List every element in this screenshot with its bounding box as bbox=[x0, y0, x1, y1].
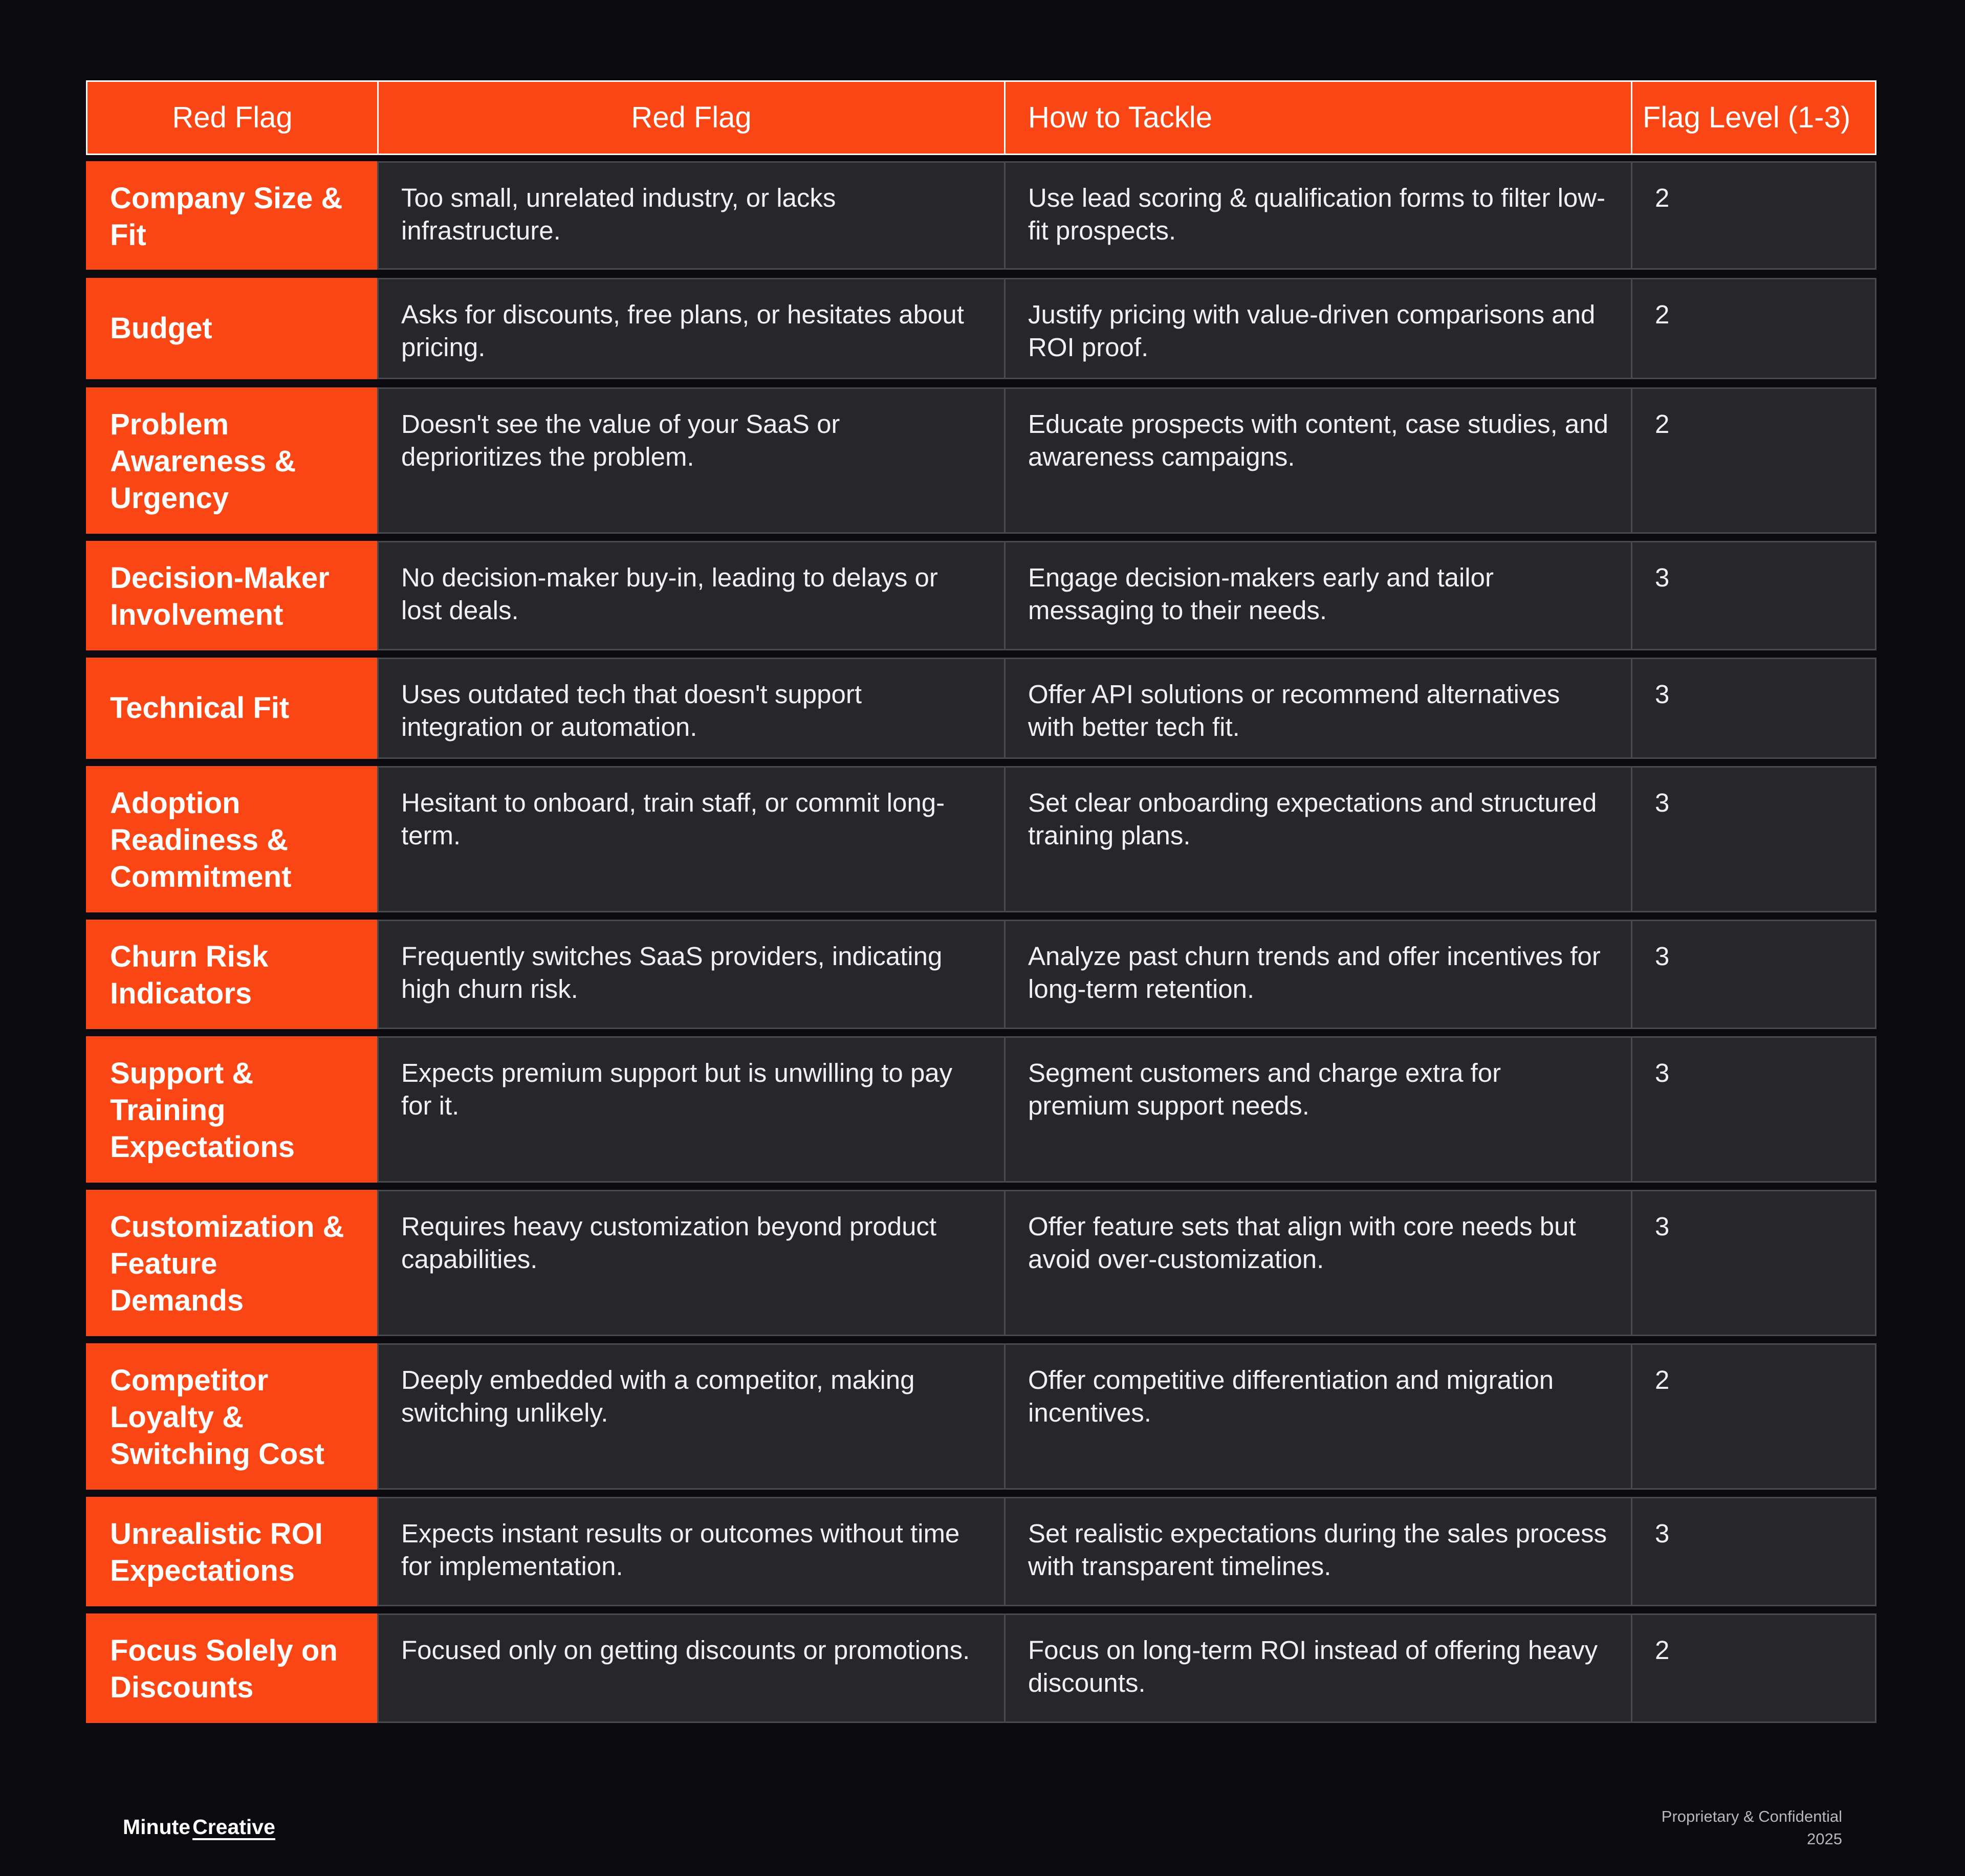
flag-name: Churn Risk Indicators bbox=[86, 920, 379, 1029]
table-row bbox=[86, 387, 1878, 534]
flag-description: Hesitant to onboard, train staff, or commit long-term. bbox=[377, 766, 1006, 912]
flag-name: Decision-Maker Involvement bbox=[86, 541, 379, 650]
flag-tackle: Set realistic expectations during the sales process with transparent timelines. bbox=[1004, 1497, 1632, 1606]
header-flag-level: Flag Level (1-3) bbox=[1631, 80, 1876, 155]
flag-level: 3 bbox=[1631, 920, 1876, 1029]
flag-level: 3 bbox=[1631, 766, 1876, 912]
flag-level: 3 bbox=[1631, 658, 1876, 759]
copyright-year: 2025 bbox=[1807, 1830, 1842, 1848]
confidentiality-note bbox=[1662, 1805, 1842, 1850]
header-how-to-tackle: How to Tackle bbox=[1004, 80, 1632, 155]
flag-description: Requires heavy customization beyond product capabilities. bbox=[377, 1190, 1006, 1336]
flag-level: 3 bbox=[1631, 541, 1876, 650]
table-row bbox=[86, 278, 1878, 379]
table-row bbox=[86, 920, 1878, 1029]
table-row bbox=[86, 1497, 1878, 1606]
flag-name: Support & Training Expectations bbox=[86, 1036, 379, 1183]
flag-name: Budget bbox=[86, 278, 379, 379]
flag-tackle: Offer API solutions or recommend alternatives with better tech fit. bbox=[1004, 658, 1632, 759]
flag-tackle: Focus on long-term ROI instead of offering heavy discounts. bbox=[1004, 1613, 1632, 1723]
table-row bbox=[86, 766, 1878, 912]
flag-tackle: Set clear onboarding expectations and structured training plans. bbox=[1004, 766, 1632, 912]
flag-level: 3 bbox=[1631, 1036, 1876, 1183]
flag-tackle: Offer competitive differentiation and migration incentives. bbox=[1004, 1343, 1632, 1490]
flag-tackle: Engage decision-makers early and tailor messaging to their needs. bbox=[1004, 541, 1632, 650]
flag-name: Company Size & Fit bbox=[86, 161, 379, 270]
table-row bbox=[86, 1613, 1878, 1723]
flag-level: 3 bbox=[1631, 1190, 1876, 1336]
confidentiality-label: Proprietary & Confidential bbox=[1661, 1807, 1842, 1825]
brand-name-first: Minute bbox=[123, 1815, 191, 1839]
table-row bbox=[86, 658, 1878, 759]
flag-name: Competitor Loyalty & Switching Cost bbox=[86, 1343, 379, 1490]
flag-description: Doesn't see the value of your SaaS or deprioritizes the problem. bbox=[377, 387, 1006, 534]
flag-level: 2 bbox=[1631, 278, 1876, 379]
table-row bbox=[86, 541, 1878, 650]
flag-description: Too small, unrelated industry, or lacks infrastructure. bbox=[377, 161, 1006, 270]
table-header-row bbox=[86, 80, 1878, 155]
flag-level: 3 bbox=[1631, 1497, 1876, 1606]
table-row bbox=[86, 1036, 1878, 1183]
table-row bbox=[86, 1343, 1878, 1490]
flag-name: Focus Solely on Discounts bbox=[86, 1613, 379, 1723]
flag-description: No decision-maker buy-in, leading to delays or lost deals. bbox=[377, 541, 1006, 650]
flag-description: Expects instant results or outcomes without time for implementation. bbox=[377, 1497, 1006, 1606]
flag-level: 2 bbox=[1631, 161, 1876, 270]
flag-name: Adoption Readiness & Commitment bbox=[86, 766, 379, 912]
flag-description: Deeply embedded with a competitor, making switching unlikely. bbox=[377, 1343, 1006, 1490]
flag-name: Problem Awareness & Urgency bbox=[86, 387, 379, 534]
flag-tackle: Use lead scoring & qualification forms to filter low-fit prospects. bbox=[1004, 161, 1632, 270]
flag-name: Customization & Feature Demands bbox=[86, 1190, 379, 1336]
table-row bbox=[86, 161, 1878, 270]
flag-tackle: Analyze past churn trends and offer incentives for long-term retention. bbox=[1004, 920, 1632, 1029]
flag-description: Frequently switches SaaS providers, indicating high churn risk. bbox=[377, 920, 1006, 1029]
flag-description: Expects premium support but is unwilling to pay for it. bbox=[377, 1036, 1006, 1183]
flag-name: Unrealistic ROI Expectations bbox=[86, 1497, 379, 1606]
flag-tackle: Justify pricing with value-driven comparisons and ROI proof. bbox=[1004, 278, 1632, 379]
flag-tackle: Offer feature sets that align with core needs but avoid over-customization. bbox=[1004, 1190, 1632, 1336]
flag-description: Uses outdated tech that doesn't support integration or automation. bbox=[377, 658, 1006, 759]
flag-name: Technical Fit bbox=[86, 658, 379, 759]
header-red-flag: Red Flag bbox=[86, 80, 379, 155]
flag-description: Asks for discounts, free plans, or hesitates about pricing. bbox=[377, 278, 1006, 379]
flag-level: 2 bbox=[1631, 387, 1876, 534]
brand-name-second: Creative bbox=[192, 1815, 275, 1839]
flag-level: 2 bbox=[1631, 1613, 1876, 1723]
brand-logo bbox=[123, 1815, 275, 1839]
flag-tackle: Educate prospects with content, case studies, and awareness campaigns. bbox=[1004, 387, 1632, 534]
flag-description: Focused only on getting discounts or promotions. bbox=[377, 1613, 1006, 1723]
table-row bbox=[86, 1190, 1878, 1336]
flag-level: 2 bbox=[1631, 1343, 1876, 1490]
flag-tackle: Segment customers and charge extra for premium support needs. bbox=[1004, 1036, 1632, 1183]
header-red-flag-description: Red Flag bbox=[377, 80, 1006, 155]
